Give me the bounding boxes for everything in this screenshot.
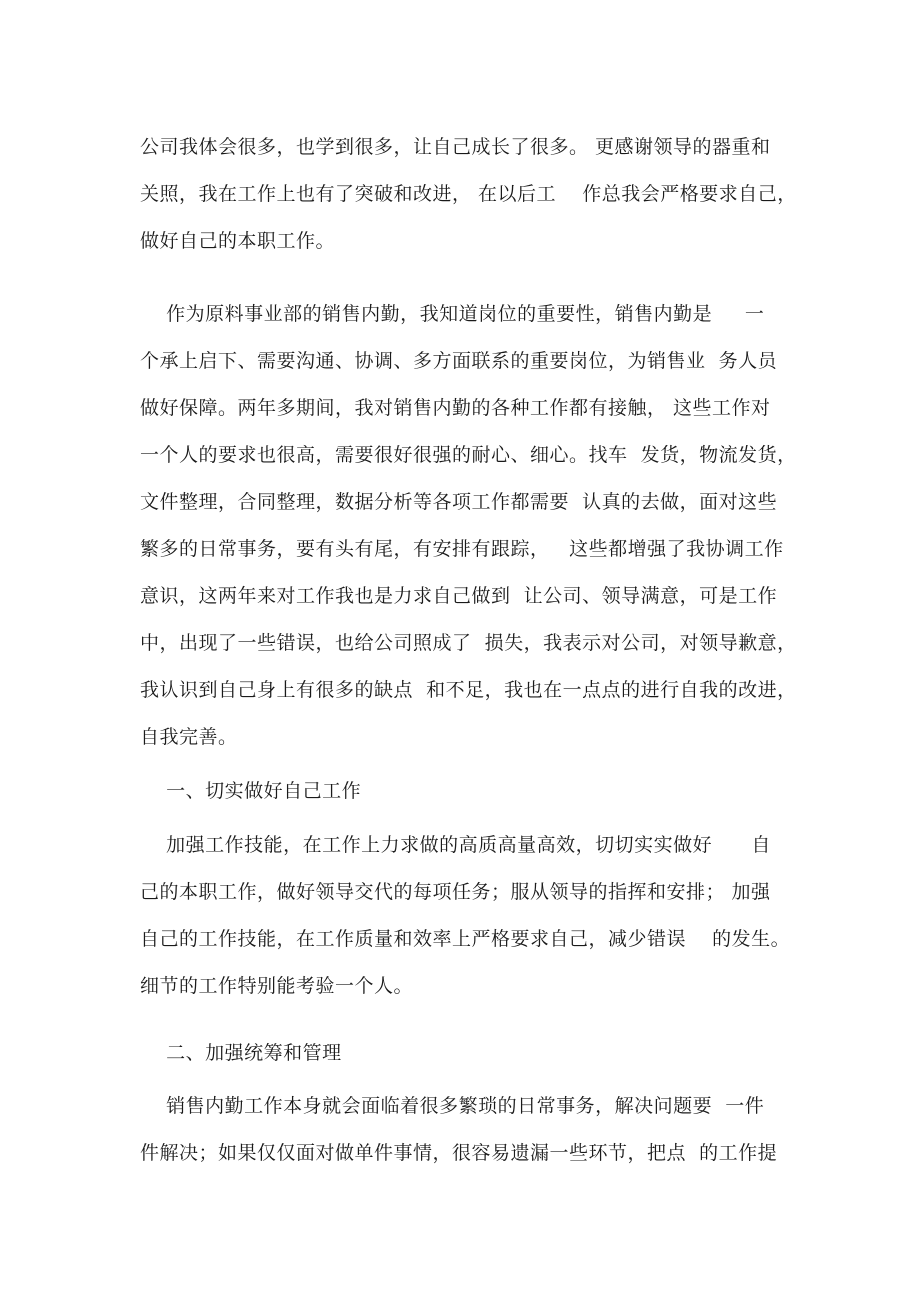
- section-heading: 二、加强统筹和管理: [140, 1042, 342, 1064]
- text-line: 加强工作技能，在工作上力求做的高质高量高效，切切实实做好 自: [140, 834, 771, 856]
- text-line: 做好自己的本职工作。: [140, 230, 336, 252]
- text-line: 自我完善。: [140, 726, 238, 748]
- text-line: 意识，这两年来对工作我也是力求自己做到 让公司、领导满意，可是工作: [140, 585, 778, 607]
- text-line: 个承上启下、需要沟通、协调、多方面联系的重要岗位，为销售业 务人员: [140, 350, 778, 372]
- text-line: 关照，我在工作上也有了突破和改进， 在以后工 作总我会严格要求自己，: [140, 183, 797, 205]
- text-line: 文件整理，合同整理，数据分析等各项工作都需要 认真的去做，面对这些: [140, 491, 778, 513]
- text-line: 件解决；如果仅仅面对做单件事情，很容易遗漏一些环节，把点 的工作提: [140, 1142, 778, 1164]
- text-line: 己的本职工作，做好领导交代的每项任务；服从领导的指挥和安排； 加强: [140, 881, 771, 903]
- text-line: 销售内勤工作本身就会面临着很多繁琐的日常事务，解决问题要 一件: [140, 1095, 765, 1117]
- text-line: 公司我体会很多，也学到很多，让自己成长了很多。 更感谢领导的器重和: [140, 136, 771, 158]
- text-line: 做好保障。两年多期间，我对销售内勤的各种工作都有接触， 这些工作对: [140, 397, 771, 419]
- text-line: 自己的工作技能，在工作质量和效率上严格要求自己，减少错误 的发生。: [140, 928, 791, 950]
- section-heading: 一、切实做好自己工作: [140, 780, 362, 802]
- text-line: 作为原料事业部的销售内勤，我知道岗位的重要性，销售内勤是 一: [140, 303, 765, 325]
- text-line: 繁多的日常事务，要有头有尾，有安排有跟踪， 这些都增强了我协调工作: [140, 538, 784, 560]
- text-line: 中，出现了一些错误，也给公司照成了 损失，我表示对公司，对领导歉意，: [140, 632, 797, 654]
- text-line: 我认识到自己身上有很多的缺点 和不足，我也在一点点的进行自我的改进，: [140, 679, 797, 701]
- text-line: 一个人的要求也很高，需要很好很强的耐心、细心。找车 发货，物流发货，: [140, 444, 797, 466]
- text-line: 细节的工作特别能考验一个人。: [140, 975, 414, 997]
